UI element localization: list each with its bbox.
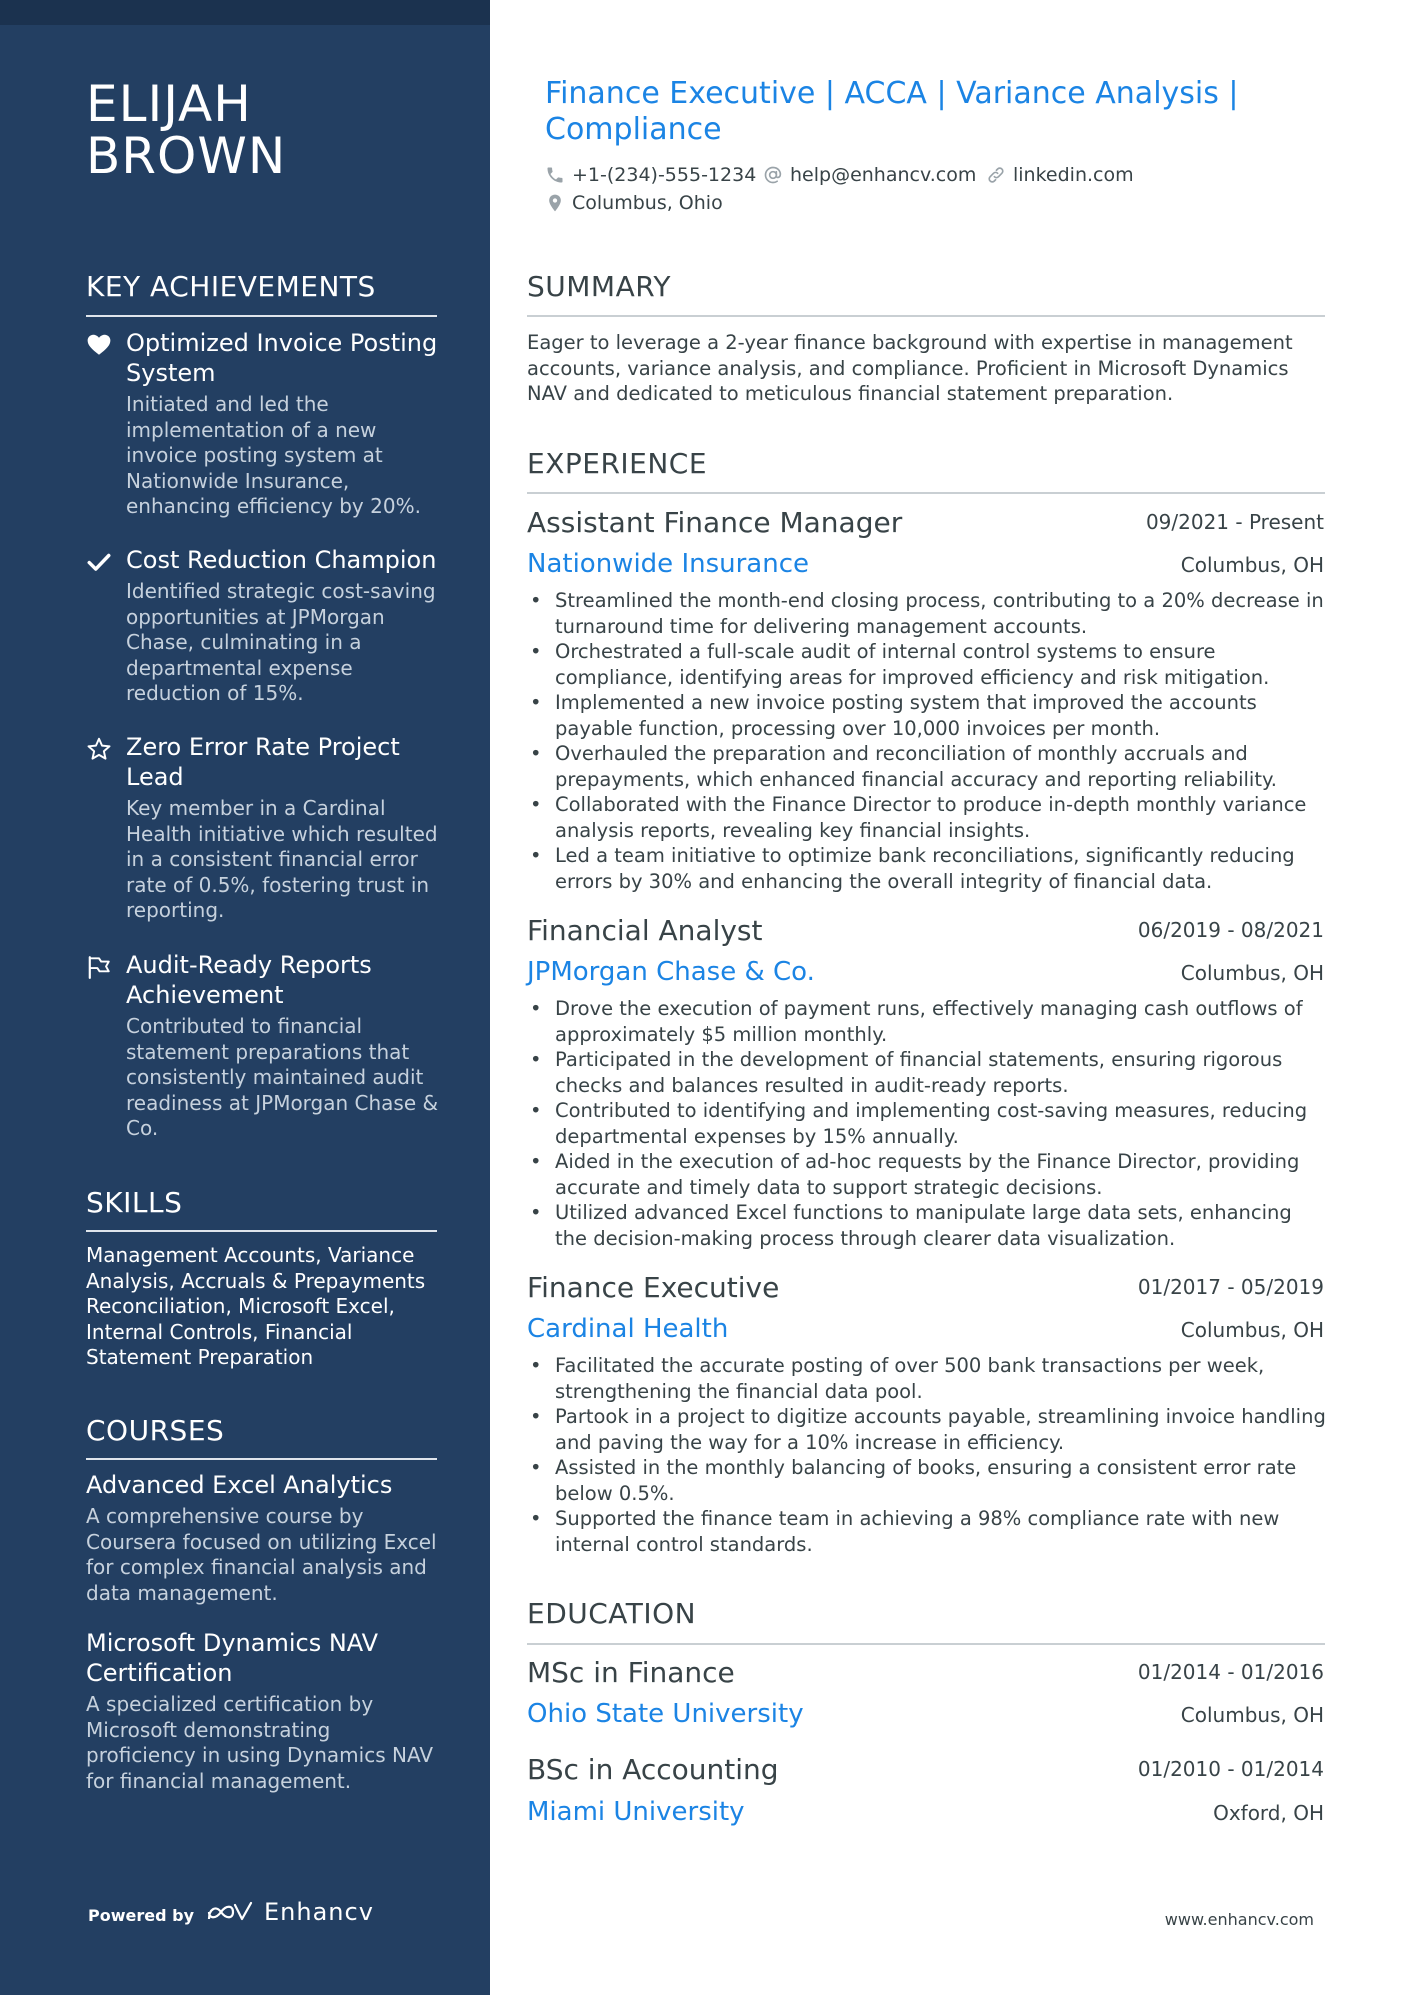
job-bullet: • Participated in the development of financial statements, ensuring rigorous checks and balances resulted in audit-ready reports. [527,1047,1327,1098]
brand-name: Enhancv [264,1898,374,1926]
candidate-name [86,75,287,185]
achievement-description: Key member in a Cardinal Health initiative which resulted in a consistent financial error rate of 0.5%, fostering trust in reporting. [126,796,438,922]
school-location: Oxford, OH [1213,1801,1324,1825]
sidebar [0,0,490,1995]
achievement-description: Contributed to financial statement preparations that consistently maintained audit readiness at JPMorgan Chase & Co. [126,1014,439,1140]
job-bullet: • Implemented a new invoice posting system that improved the accounts payable function, processing over 10,000 invoices per month. [527,690,1327,741]
job-company: Cardinal Health [527,1314,729,1344]
job-date: 01/2017 - 05/2019 [1137,1275,1324,1299]
job-bullet-list [527,588,1327,894]
achievements-divider [86,315,437,317]
course-item [86,1628,446,1794]
course-description: A comprehensive course by Coursera focused on utilizing Excel for complex financial analysis and data management. [86,1504,437,1605]
achievement-title: Audit-Ready Reports Achievement [126,951,372,1009]
experience-heading: EXPERIENCE [527,447,708,480]
achievement-title: Optimized Invoice Posting System [126,329,438,387]
phone-icon [545,165,565,185]
achievement-item [86,950,446,1142]
name-last: BROWN [86,127,287,185]
summary-divider [527,315,1325,317]
job-bullet: • Aided in the execution of ad-hoc requests by the Finance Director, providing accurate and timely data to support strategic decisions. [527,1149,1327,1200]
job-company: Nationwide Insurance [527,549,810,579]
skills-list: Management Accounts, Variance Analysis, Accruals & Prepayments Reconciliation, Microsoft Excel, Internal Controls, Financial Statement Preparation [86,1243,426,1369]
job-bullet: • Supported the finance team in achieving a 98% compliance rate with new internal control standards. [527,1506,1327,1557]
course-item [86,1470,446,1606]
contact-location [545,192,723,214]
job-bullet: • Contributed to identifying and implementing cost-saving measures, reducing departmental expenses by 15% annually. [527,1098,1327,1149]
brand-logo[interactable] [206,1898,374,1926]
location-pin-icon [545,193,565,213]
achievement-title: Cost Reduction Champion [126,546,437,574]
achievement-description: Initiated and led the implementation of a new invoice posting system at Nationwide Insurance, enhancing efficiency by 20%. [126,392,421,518]
school-name: Miami University [527,1797,745,1827]
job-title: Financial Analyst [527,914,763,947]
at-sign-icon [763,165,783,185]
footer-website-link[interactable]: www.enhancv.com [1164,1910,1314,1929]
phone-text: +1-(234)-555-1234 [572,164,757,186]
flag-icon [86,954,112,980]
job-bullet: • Orchestrated a full-scale audit of internal control systems to ensure compliance, identifying areas for improved efficiency and risk mitigation. [527,639,1327,690]
achievements-heading: KEY ACHIEVEMENTS [86,270,376,303]
courses-heading: COURSES [86,1414,225,1447]
education-divider [527,1643,1325,1645]
education-date: 01/2014 - 01/2016 [1137,1660,1324,1684]
powered-by-label: Powered by [88,1906,194,1925]
job-bullet: • Streamlined the month-end closing process, contributing to a 20% decrease in turnaround time for delivering management accounts. [527,588,1327,639]
achievement-description: Identified strategic cost-saving opportunities at JPMorgan Chase, culminating in a departmental expense reduction of 15%. [126,579,436,705]
job-location: Columbus, OH [1180,1318,1324,1342]
job-bullet: • Assisted in the monthly balancing of books, ensuring a consistent error rate below 0.5%. [527,1455,1327,1506]
resume-headline: Finance Executive | ACCA | Variance Analysis | Compliance [545,76,1239,147]
link-icon [986,165,1006,185]
job-date: 06/2019 - 08/2021 [1137,918,1324,942]
job-bullet-list [527,1353,1327,1557]
contact-email[interactable] [763,164,976,186]
job-date: 09/2021 - Present [1145,510,1324,534]
course-title: Microsoft Dynamics NAV Certification [86,1629,379,1687]
name-first: ELIJAH [86,75,252,133]
achievement-title: Zero Error Rate Project Lead [126,733,400,791]
website-text: linkedin.com [1013,164,1134,186]
job-title: Assistant Finance Manager [527,506,903,539]
job-bullet: • Partook in a project to digitize accounts payable, streamlining invoice handling and paving the way for a 10% increase in efficiency. [527,1404,1327,1455]
courses-divider [86,1458,437,1460]
degree-title: MSc in Finance [527,1656,735,1689]
course-description: A specialized certification by Microsoft demonstrating proficiency in using Dynamics NAV for financial management. [86,1692,434,1793]
job-bullet: • Overhauled the preparation and reconciliation of monthly accruals and prepayments, which enhanced financial accuracy and reporting reliability. [527,741,1327,792]
checkmark-icon [86,549,112,575]
heart-icon [86,332,112,358]
job-location: Columbus, OH [1180,553,1324,577]
job-location: Columbus, OH [1180,961,1324,985]
summary-text: Eager to leverage a 2-year finance background with expertise in management accounts, variance analysis, and compliance. Proficient in Microsoft Dynamics NAV and dedicated to meticulous financial statement preparation. [527,331,1293,405]
email-text: help@enhancv.com [790,164,977,186]
job-bullet: • Drove the execution of payment runs, effectively managing cash outflows of approximately $5 million monthly. [527,996,1327,1047]
location-text: Columbus, Ohio [572,192,723,214]
achievement-item [86,545,446,707]
contact-website[interactable] [986,164,1134,186]
course-title: Advanced Excel Analytics [86,1471,393,1499]
skills-divider [86,1230,437,1232]
school-location: Columbus, OH [1180,1703,1324,1727]
school-name: Ohio State University [527,1699,804,1729]
job-bullet: • Facilitated the accurate posting of over 500 bank transactions per week, strengthening the financial data pool. [527,1353,1327,1404]
education-date: 01/2010 - 01/2014 [1137,1757,1324,1781]
achievement-item [86,732,446,924]
job-bullet: • Utilized advanced Excel functions to manipulate large data sets, enhancing the decision-making process through clearer data visualization. [527,1200,1327,1251]
contact-phone [545,164,756,186]
job-bullet: • Led a team initiative to optimize bank reconciliations, significantly reducing errors by 30% and enhancing the overall integrity of financial data. [527,843,1327,894]
job-title: Finance Executive [527,1271,780,1304]
degree-title: BSc in Accounting [527,1753,779,1786]
summary-heading: SUMMARY [527,270,672,303]
job-company: JPMorgan Chase & Co. [527,957,815,987]
star-icon [86,736,112,762]
education-heading: EDUCATION [527,1597,697,1630]
job-bullet-list [527,996,1327,1251]
skills-heading: SKILLS [86,1186,183,1219]
job-bullet: • Collaborated with the Finance Director to produce in-depth monthly variance analysis reports, revealing key financial insights. [527,792,1327,843]
experience-divider [527,492,1325,494]
sidebar-top-strip [0,0,490,25]
achievement-item [86,328,446,520]
enhancv-logo-icon [206,1899,254,1925]
